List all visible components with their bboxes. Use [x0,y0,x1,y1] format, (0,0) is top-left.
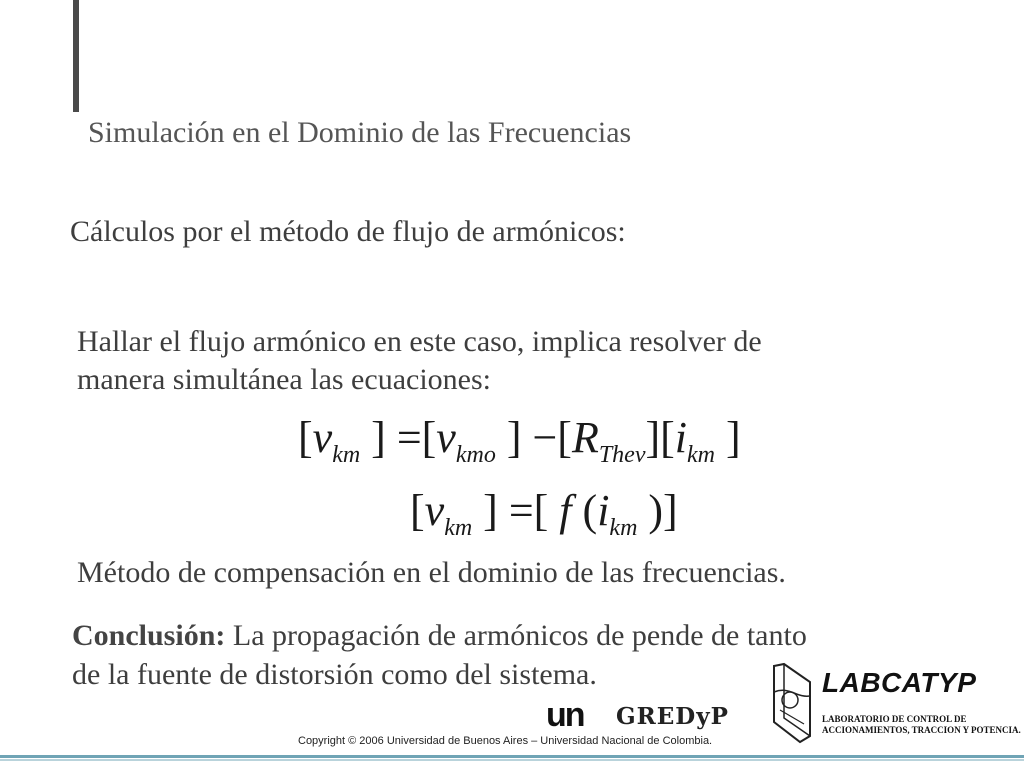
conclusion-line-2: de la fuente de distorsión como del sistema. [72,658,597,691]
intro-paragraph [77,323,937,399]
eq1-rhs-sub1: kmo [455,442,496,468]
slide-subtitle: Cálculos por el método de flujo de armónicos: [70,215,626,248]
eq1-rhs-var2: R [571,413,599,462]
conclusion-line-1-text: La propagación de armónicos de pende de tanto [225,619,807,652]
slide-title: Simulación en el Dominio de las Frecuencias [88,116,632,149]
eq2-arg-var: i [597,486,610,535]
eq2-func: f [559,486,572,535]
labcatyp-logo-text: LABCATYP [822,667,977,698]
equation-voltage-thevenin: [$v_{km}$ ] $=[v_{kmo}$ ] $-[R_{Thev}][i_{km}$ ] [298,413,741,468]
labcatyp-subtitle-line-2: ACCIONAMIENTOS, TRACCION Y POTENCIA. [822,725,1021,735]
eq1-rhs-sub3: km [687,442,716,468]
labcatyp-subtitle-line-1: LABORATORIO DE CONTROL DE [822,714,967,724]
eq1-rhs-var3: i [674,413,688,462]
eq1-rhs-sub2: Thev [598,442,646,468]
eq2-lhs-sub: km [444,515,473,541]
title-accent-bar [73,0,79,112]
eq1-rhs-var1: v [436,413,456,462]
intro-line-1: Hallar el flujo armónico en este caso, implica resolver de [77,325,762,358]
conclusion-line-1 [72,616,932,655]
eq1-lhs-var: v [312,413,333,462]
gredyp-logo: GREDyP [616,703,729,730]
labcatyp-subtitle [822,714,1021,736]
conclusion-label: Conclusión: [72,619,226,652]
intro-line-2: manera simultánea las ecuaciones: [77,363,491,396]
equation-voltage-function: [$v_{km}$ ] =[ f ($i_{km}$ )] [410,486,678,541]
copyright-notice: Copyright © 2006 Universidad de Buenos Aires – Universidad Nacional de Colombia. [298,735,713,747]
footer-divider-secondary [0,759,1024,761]
footer-divider [0,755,1024,758]
labcatyp-emblem-icon [770,662,816,744]
eq2-arg-sub: km [609,515,638,541]
un-logo: un [546,696,584,734]
eq2-lhs-var: v [424,486,445,535]
method-text: Método de compensación en el dominio de las frecuencias. [77,556,786,589]
eq1-lhs-sub: km [332,442,361,468]
